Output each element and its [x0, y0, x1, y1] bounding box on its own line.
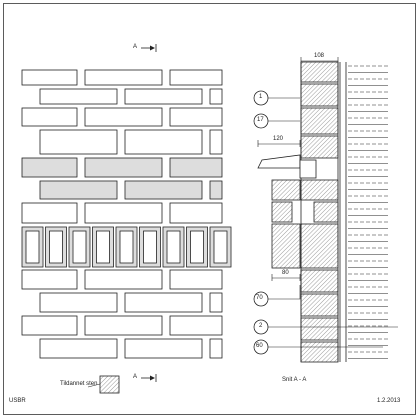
brick — [170, 270, 222, 289]
callout-label-2: 2 — [259, 323, 263, 329]
masonry-block — [272, 180, 300, 200]
window-opening — [120, 231, 133, 263]
window-opening — [97, 231, 110, 263]
brick — [40, 89, 117, 104]
brick — [170, 70, 222, 85]
window-opening — [50, 231, 63, 263]
brick — [40, 339, 117, 358]
brick — [22, 316, 77, 335]
wall-section — [258, 62, 388, 362]
dimension-label-sill-overhang: 120 — [273, 136, 284, 142]
brick — [210, 293, 222, 312]
section-marker-letter-top: A — [133, 44, 138, 50]
brick — [125, 130, 202, 154]
brick-elevation — [22, 70, 231, 358]
callout-label-1: 1 — [259, 94, 263, 100]
brick — [210, 339, 222, 358]
window-opening — [191, 231, 204, 263]
callout-label-70: 70 — [256, 295, 263, 301]
section-title: Snit A - A — [282, 377, 307, 383]
callout-label-60: 60 — [256, 343, 263, 349]
masonry-block — [272, 224, 300, 268]
footer-author: USBR — [9, 398, 26, 404]
window-opening — [214, 231, 227, 263]
masonry-block — [314, 202, 338, 222]
callout-label-17: 17 — [257, 117, 264, 123]
brick — [85, 108, 162, 126]
masonry-block — [301, 84, 338, 106]
masonry-block — [301, 294, 338, 316]
brick — [85, 270, 162, 289]
window-opening — [73, 231, 86, 263]
brick — [170, 158, 222, 177]
legend-label: Tildannet sten — [60, 381, 98, 387]
brick — [22, 203, 77, 223]
brick — [85, 316, 162, 335]
brick — [210, 89, 222, 104]
brick — [170, 108, 222, 126]
brick — [170, 203, 222, 223]
section-marker-top — [141, 44, 156, 52]
dimension-label-wall-width: 108 — [314, 53, 325, 59]
masonry-block — [301, 180, 338, 200]
masonry-block — [272, 202, 292, 222]
brick — [125, 293, 202, 312]
brick — [22, 270, 77, 289]
masonry-block — [301, 62, 338, 82]
brick — [210, 130, 222, 154]
brick — [210, 181, 222, 199]
masonry-block — [301, 108, 338, 134]
masonry-block — [301, 318, 338, 340]
window-sill — [258, 155, 300, 168]
brick — [125, 181, 202, 199]
brick — [40, 181, 117, 199]
legend-swatch — [100, 376, 119, 393]
window-opening — [144, 231, 157, 263]
masonry-block — [301, 224, 338, 268]
dimension-label-reveal-depth: 80 — [282, 270, 289, 276]
brick — [40, 293, 117, 312]
sill-support — [300, 160, 316, 178]
section-marker-letter-bottom: A — [133, 374, 138, 380]
brick — [22, 108, 77, 126]
section-marker-bottom — [141, 374, 156, 382]
brick — [22, 158, 77, 177]
brick — [85, 70, 162, 85]
brick — [40, 130, 117, 154]
callout-circles — [254, 91, 268, 354]
window-opening — [26, 231, 39, 263]
masonry-block — [301, 342, 338, 362]
brick — [125, 89, 202, 104]
brick — [170, 316, 222, 335]
brick — [125, 339, 202, 358]
window-opening — [167, 231, 180, 263]
brick — [85, 203, 162, 223]
footer-date: 1.2.2013 — [377, 398, 401, 404]
brick — [85, 158, 162, 177]
brick — [22, 70, 77, 85]
masonry-block — [301, 136, 338, 158]
masonry-block — [301, 270, 338, 292]
